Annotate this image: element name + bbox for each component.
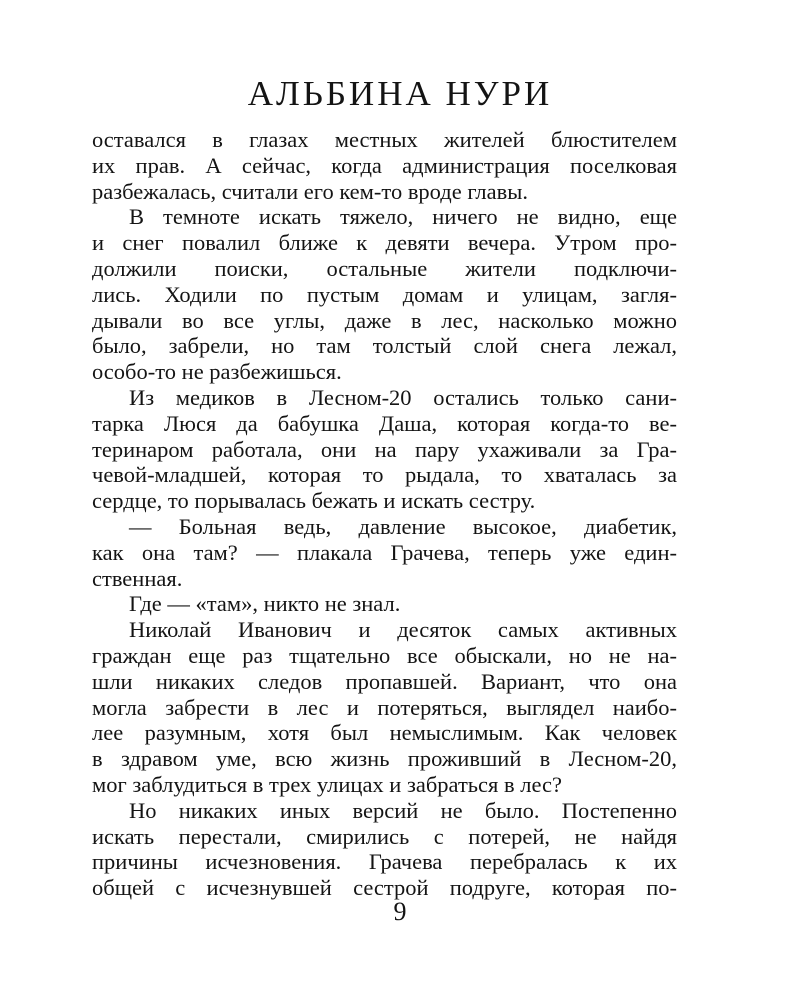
text-line: дывали во все углы, даже в лес, насколько можно: [92, 307, 677, 333]
text-line: граждан еще раз тщательно все обыскали, но не на-: [92, 642, 677, 668]
text-line: лись. Ходили по пустым домам и улицам, загля-: [92, 281, 677, 307]
text-line: искать перестали, смирились с потерей, не найдя: [92, 823, 677, 849]
text-line: чевой-младшей, которая то рыдала, то хваталась за: [92, 462, 677, 488]
text-line: тарка Люся да бабушка Даша, которая когда-то ве-: [92, 410, 677, 436]
text-line: причины исчезновения. Грачева перебралась к их: [92, 849, 677, 875]
text-line: разбежалась, считали его кем-то вроде главы.: [92, 178, 529, 204]
text-line: шли никаких следов пропавшей. Вариант, что она: [92, 668, 677, 694]
text-line: Но никаких иных версий не было. Постепенно: [129, 797, 677, 823]
text-line: лее разумным, хотя был немыслимым. Как человек: [92, 720, 677, 746]
text-line: Из медиков в Лесном-20 остались только сани-: [129, 384, 677, 410]
text-line: их прав. А сейчас, когда администрация поселковая: [92, 152, 677, 178]
text-line: оставался в глазах местных жителей блюстителем: [92, 127, 677, 152]
page-number: 9: [393, 897, 407, 926]
text-line: Николай Иванович и десяток самых активных: [129, 617, 677, 643]
text-line: сердце, то порывалась бежать и искать сестру.: [92, 488, 536, 514]
running-title: АЛЬБИНА НУРИ: [247, 74, 553, 113]
text-line: В темноте искать тяжело, ничего не видно, еще: [129, 204, 677, 230]
text-line: мог заблудиться в трех улицах и забраться в лес?: [92, 771, 563, 797]
text-line: ственная.: [92, 565, 183, 591]
text-line: было, забрели, но там толстый слой снега лежал,: [92, 333, 677, 359]
text-line: в здравом уме, всю жизнь проживший в Лесном-20,: [92, 746, 677, 772]
text-line: могла забрести в лес и потеряться, выглядел наибо-: [92, 694, 677, 720]
text-line: — Больная ведь, давление высокое, диабетик,: [129, 513, 677, 539]
text-line: должили поиски, остальные жители подключи-: [92, 255, 677, 281]
text-line: общей с исчезнувшей сестрой подруге, которая по-: [92, 875, 677, 901]
text-line: теринаром работала, они на пару ухаживали за Гра-: [92, 436, 677, 462]
text-line: Где — «там», никто не знал.: [129, 591, 401, 617]
text-line: как она там? — плакала Грачева, теперь уже един-: [92, 539, 677, 565]
text-line: особо-то не разбежишься.: [92, 359, 342, 385]
text-line: и снег повалил ближе к девяти вечера. Утром про-: [92, 230, 677, 256]
body-text: [92, 127, 677, 901]
